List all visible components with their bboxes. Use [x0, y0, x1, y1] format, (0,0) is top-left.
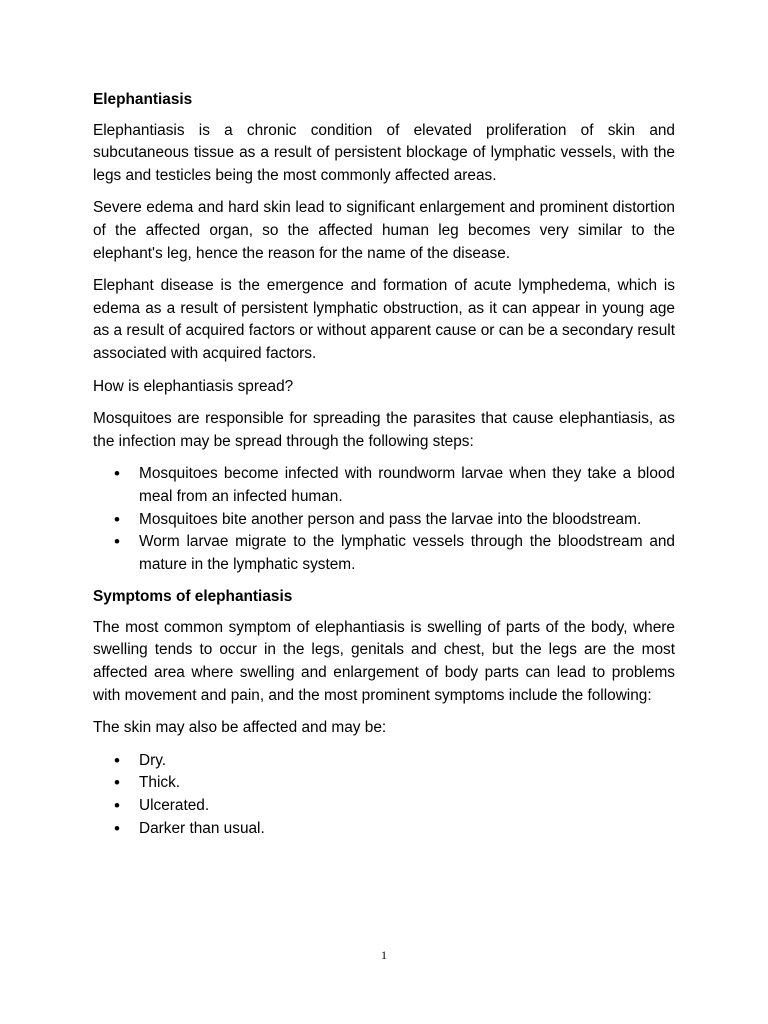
list-item: • Mosquitoes bite another person and pass the larvae into the bloodstream.	[93, 509, 675, 532]
list-item: • Darker than usual.	[93, 818, 675, 841]
list-item: • Dry.	[93, 750, 675, 773]
page-number: 1	[381, 948, 387, 962]
symptoms-paragraph: The most common symptom of elephantiasis is swelling of parts of the body, where swelling tends to occur in the legs, genitals and chest, but the legs are the most affected area where swelling and enlargement of body parts can lead to problems with movement and pain, and the most prominent symptoms include the following:	[93, 618, 675, 704]
list-item: • Ulcerated.	[93, 795, 675, 818]
list-item: • Thick.	[93, 772, 675, 795]
skin-list	[93, 750, 675, 840]
list-item: • Worm larvae migrate to the lymphatic vessels through the bloodstream and mature in the lymphatic system.	[93, 531, 675, 576]
spread-steps-list	[93, 463, 675, 576]
intro-paragraph-3: Elephant disease is the emergence and formation of acute lymphedema, which is edema as a result of persistent lymphatic obstruction, as it can appear in young age as a result of acquired factors or without apparent cause or can be a secondary result associated with acquired factors.	[93, 277, 675, 362]
intro-paragraph-2: Severe edema and hard skin lead to significant enlargement and prominent distortion of the affected organ, so the affected human leg becomes very similar to the elephant's leg, hence the reason for the name of the disease.	[93, 199, 675, 262]
document-title: Elephantiasis	[93, 91, 193, 108]
document-page	[93, 89, 675, 850]
list-item: • Mosquitoes become infected with roundworm larvae when they take a blood meal from an infected human.	[93, 463, 675, 508]
spread-question: How is elephantiasis spread?	[93, 377, 294, 395]
symptoms-heading: Symptoms of elephantiasis	[93, 588, 293, 606]
spread-intro: Mosquitoes are responsible for spreading the parasites that cause elephantiasis, as the infection may be spread through the following steps:	[93, 410, 675, 450]
intro-paragraph-1: Elephantiasis is a chronic condition of elevated proliferation of skin and subcutaneous tissue as a result of persistent blockage of lymphatic vessels, with the legs and testicles being the most commonly affected areas.	[93, 121, 675, 184]
skin-intro: The skin may also be affected and may be:	[93, 719, 387, 737]
